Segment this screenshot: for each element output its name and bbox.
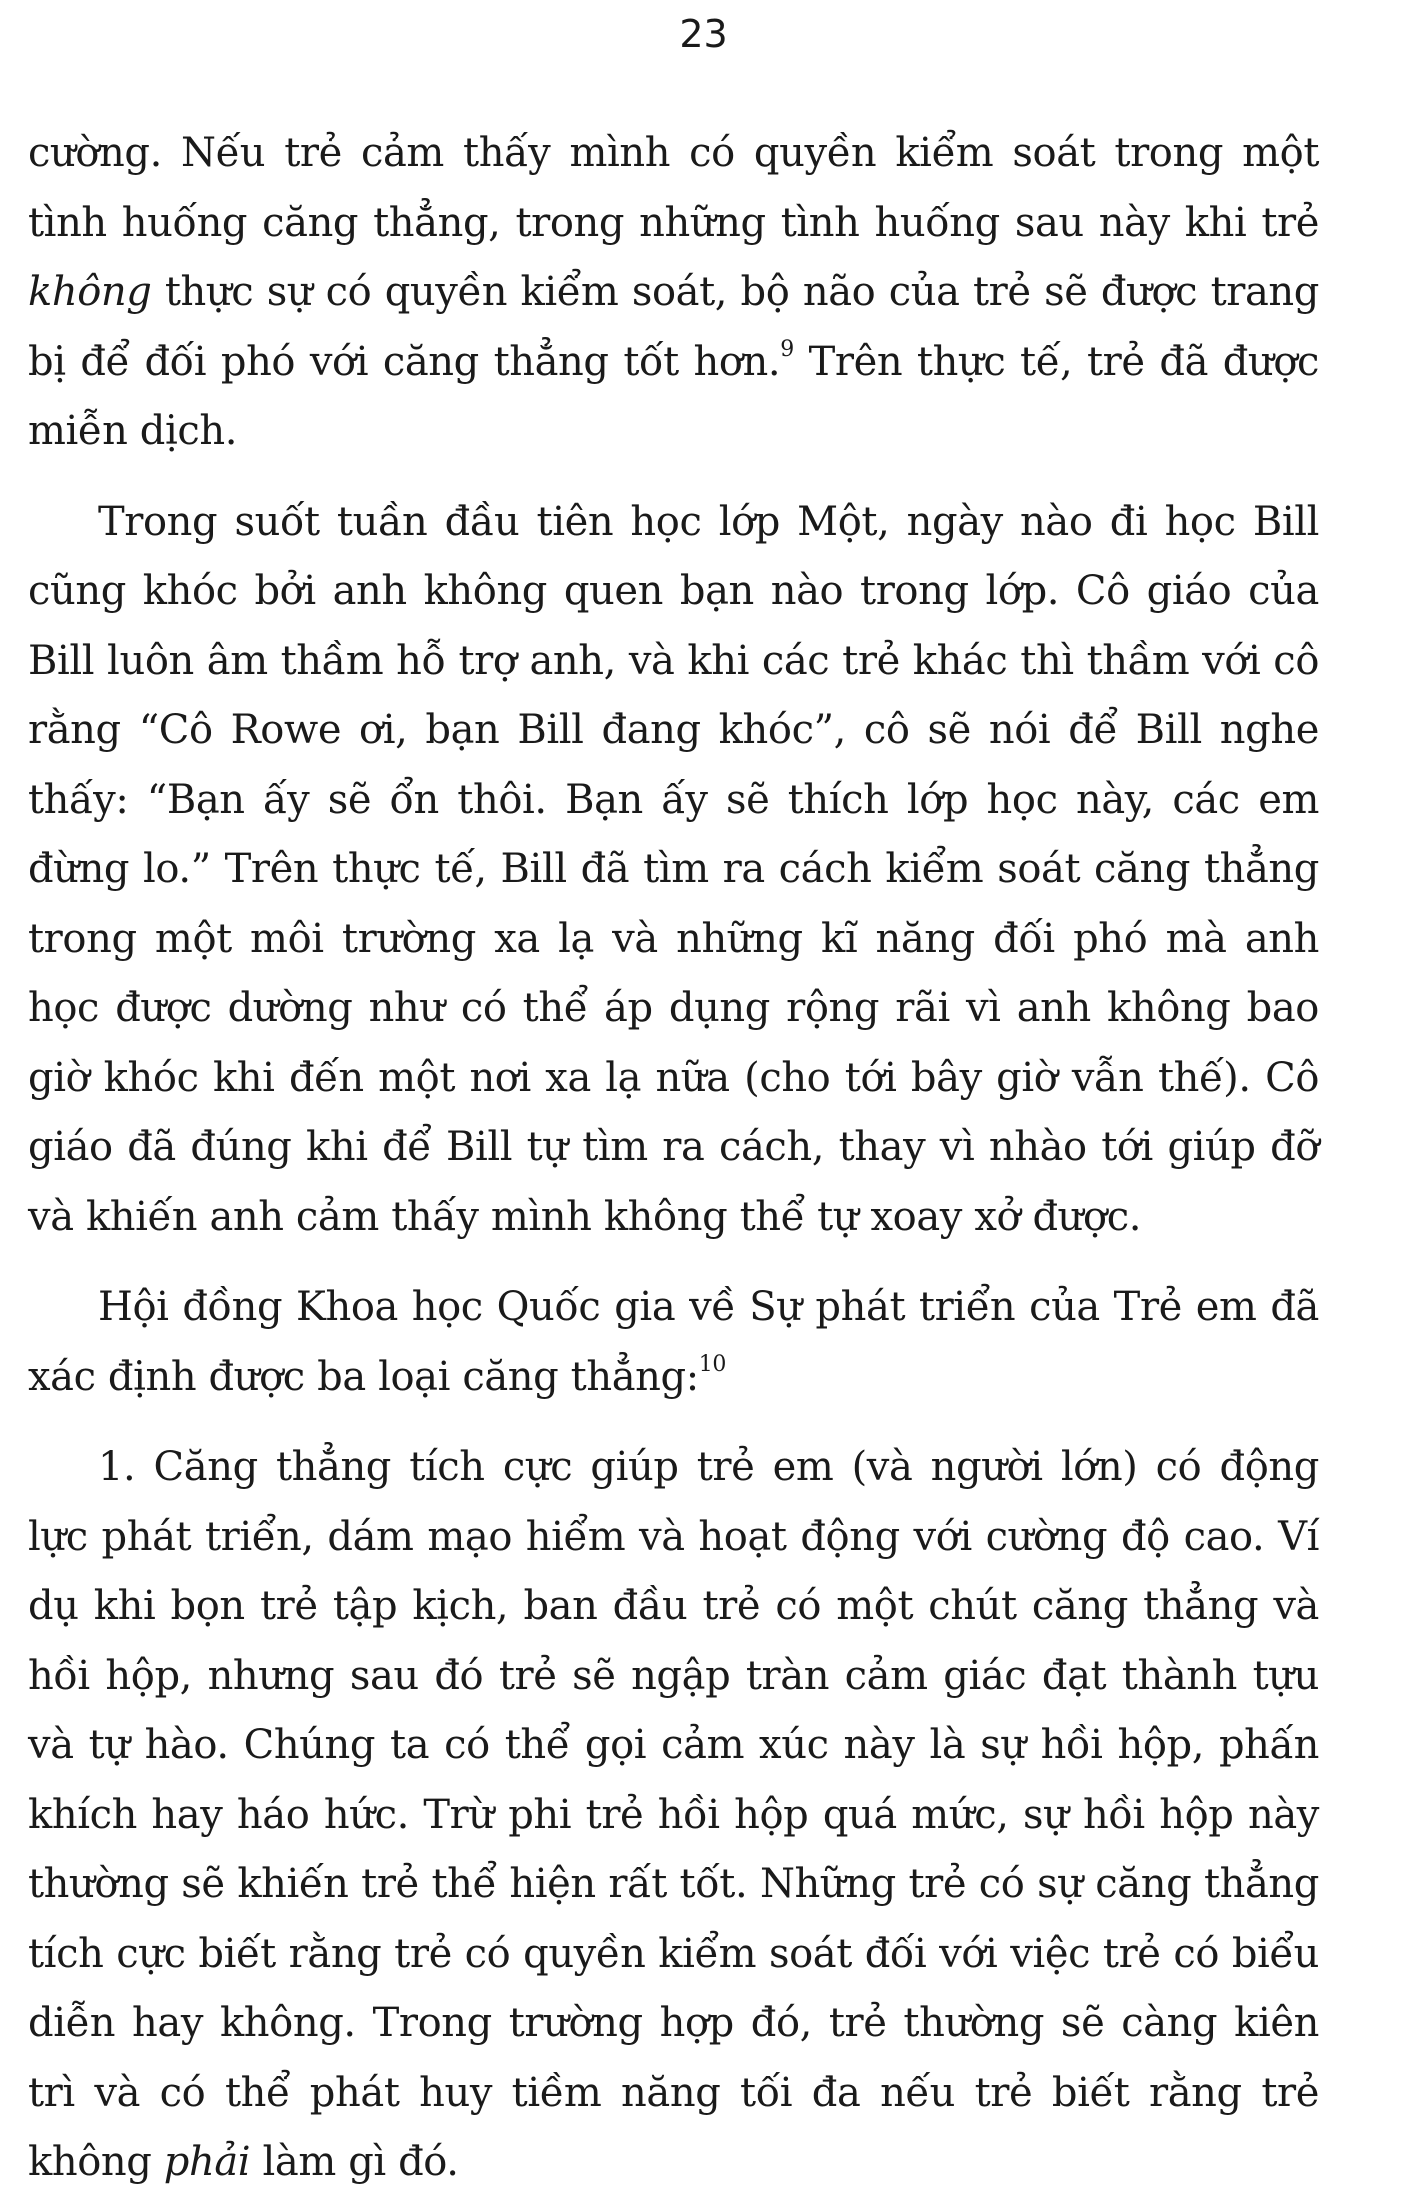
text-segment: thực sự có quyền kiểm soát, bộ não của trẻ sẽ được trang bị để đối phó với căng thẳng tốt hơn. bbox=[28, 269, 1319, 385]
footnote-marker: 9 bbox=[780, 337, 794, 363]
text-segment: cường. Nếu trẻ cảm thấy mình có quyền kiểm soát trong một tình huống căng thẳng, trong những tình huống sau này khi trẻ bbox=[28, 130, 1319, 246]
emphasis-text: phải bbox=[163, 2139, 251, 2185]
emphasis-text: không bbox=[28, 269, 152, 315]
text-segment: làm gì đó. bbox=[250, 2139, 459, 2185]
footnote-marker: 10 bbox=[698, 1352, 726, 1378]
body-text bbox=[28, 119, 1319, 2198]
text-segment: Trên thực tế, trẻ đã được miễn dịch. bbox=[28, 338, 1320, 454]
page-number: 23 bbox=[679, 12, 728, 56]
paragraph-bill-story: Trong suốt tuần đầu tiên học lớp Một, ngày nào đi học Bill cũng khóc bởi anh không quen bạn nào trong lớp. Cô giáo của Bill luôn âm thầm hỗ trợ anh, và khi các trẻ khác thì thầm với cô rằng “Cô Rowe ơi, bạn Bill đang khóc”, cô sẽ nói để Bill nghe thấy: “Bạn ấy sẽ ổn thôi. Bạn ấy sẽ thích lớp học này, các em đừng lo.” Trên thực tế, Bill đã tìm ra cách kiểm soát căng thẳng trong một môi trường xa lạ và những kĩ năng đối phó mà anh học được dường như có thể áp dụng rộng rãi vì anh không bao giờ khóc khi đến một nơi xa lạ nữa (cho tới bây giờ vẫn thế). Cô giáo đã đúng khi để Bill tự tìm ra cách, thay vì nhào tới giúp đỡ và khiến anh cảm thấy mình không thể tự xoay xở được. bbox=[28, 498, 1319, 1240]
text-segment: Hội đồng Khoa học Quốc gia về Sự phát triển của Trẻ em đã xác định được ba loại căng thẳng: bbox=[28, 1284, 1319, 1400]
paragraph-stress-types-intro bbox=[28, 1273, 1319, 1412]
text-segment: 1. Căng thẳng tích cực giúp trẻ em (và người lớn) có động lực phát triển, dám mạo hiểm và hoạt động với cường độ cao. Ví dụ khi bọn trẻ tập kịch, ban đầu trẻ có một chút căng thẳng và hồi hộp, nhưng sau đó trẻ sẽ ngập tràn cảm giác đạt thành tựu và tự hào. Chúng ta có thể gọi cảm xúc này là sự hồi hộp, phấn khích hay háo hức. Trừ phi trẻ hồi hộp quá mức, sự hồi hộp này thường sẽ khiến trẻ thể hiện rất tốt. Những trẻ có sự căng thẳng tích cực biết rằng trẻ có quyền kiểm soát đối với việc trẻ có biểu diễn hay không. Trong trường hợp đó, trẻ thường sẽ càng kiên trì và có thể phát huy tiềm năng tối đa nếu trẻ biết rằng trẻ không bbox=[28, 1444, 1319, 2185]
paragraph-immunity bbox=[28, 119, 1319, 467]
paragraph-positive-stress bbox=[28, 1433, 1319, 2198]
